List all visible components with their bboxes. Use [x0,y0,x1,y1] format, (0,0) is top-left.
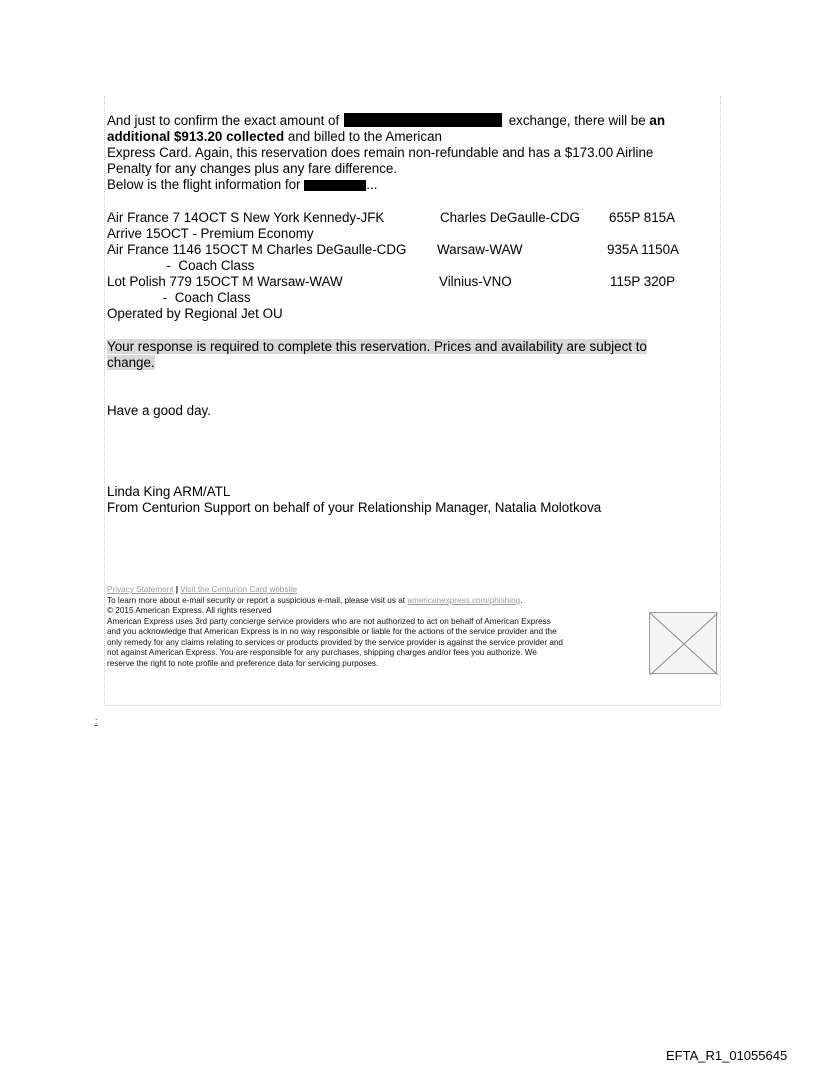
disclaimer-line-1: American Express uses 3rd party concierge service providers who are not authorized to act on behalf of American Express [107,617,551,626]
privacy-statement-link[interactable]: Privacy Statement [107,585,174,594]
flight-row-2-class: - Coach Class [107,258,255,273]
flight-row-3-times: 115P 320P [610,274,676,289]
disclaimer-line-4: not against American Express. You are responsible for any purchases, shipping charges and/or fees you authorize. We [107,648,537,657]
para1-line3: Express Card. Again, this reservation does remain non-refundable and has a $173.00 Airline [107,145,654,160]
centurion-card-link[interactable]: Visit the Centurion Card website [180,585,298,594]
operated-by: Operated by Regional Jet OU [107,306,283,321]
copyright: © 2015 American Express. All rights reserved [107,606,272,615]
disclaimer-line-2: and you acknowledge that American Express is in no way responsible or liable for the actions of the service provider and the [107,627,557,636]
response-line1 [107,339,647,355]
footer-security [107,596,522,606]
redaction-box [344,113,502,127]
security-end: . [520,596,523,605]
phishing-link[interactable]: americanexpress.com/phishing [407,596,521,605]
response-text-1: Your response is required to complete this reservation. Prices and availability are subject to [107,339,647,354]
para1-line1 [107,113,665,129]
footer-separator: | [175,585,179,594]
flight-row-1-times: 655P 815A [609,210,676,225]
flight-row-3-class: - Coach Class [107,290,251,305]
closing: Have a good day. [107,403,211,418]
disclaimer-line-3: only remedy for any claims relating to services or products provided by the service provider is against the service provider and [107,638,563,647]
para1-line1-text: And just to confirm the exact amount of [107,113,340,128]
flight-row-2-left: Air France 1146 15OCT M Charles DeGaulle-CDG [107,242,407,257]
para1-line1-text-b: exchange, there will be [508,113,646,128]
flight-row-2-times: 935A 1150A [607,242,679,257]
redaction-box [304,180,366,191]
para1-line2 [107,129,442,145]
security-text: To learn more about e-mail security or report a suspicious e-mail, please visit us at [107,596,406,605]
para1-line5 [107,177,377,193]
flight-row-2-dest: Warsaw-WAW [437,242,523,257]
signature-from: From Centurion Support on behalf of your Relationship Manager, Natalia Molotkova [107,500,602,515]
flight-row-3-left: Lot Polish 779 15OCT M Warsaw-WAW [107,274,343,289]
response-text-2: change. [107,355,155,370]
para1-line5-ellipsis: ... [366,177,378,192]
para1-line4: Penalty for any changes plus any fare difference. [107,161,398,176]
flight-row-1-arrive: Arrive 15OCT - Premium Economy [107,226,314,241]
flight-row-1-left: Air France 7 14OCT S New York Kennedy-JFK [107,210,385,225]
response-line2 [107,355,155,371]
flight-row-1-dest: Charles DeGaulle-CDG [440,210,580,225]
bates-number: EFTA_R1_01055645 [666,1048,788,1063]
additional-amount: additional $913.20 collected [107,129,285,144]
flight-row-3-dest: Vilnius-VNO [439,274,512,289]
para1-line5-text: Below is the flight information for [107,177,301,192]
signature-name: Linda King ARM/ATL [107,484,231,499]
para1-line2-text: and billed to the American [287,129,442,144]
stray-mark: : [95,716,98,726]
broken-image-icon [649,612,717,674]
para1-line1-bold: an [649,113,666,128]
disclaimer-line-5: reserve the right to note profile and preference data for servicing purposes. [107,659,379,668]
footer-links [107,585,297,595]
